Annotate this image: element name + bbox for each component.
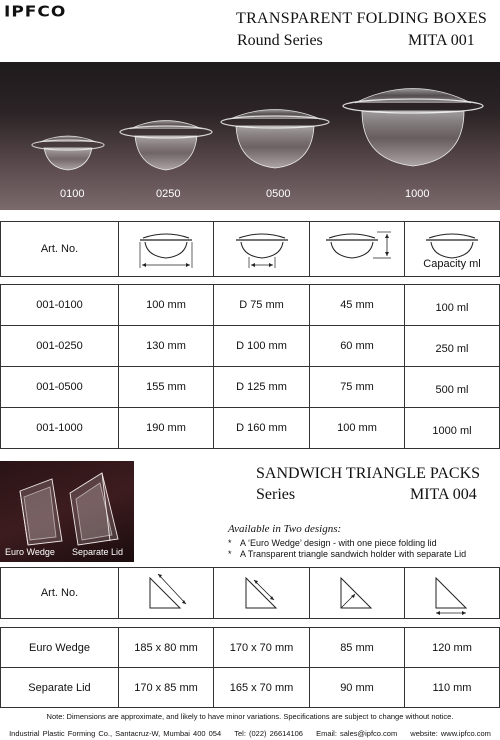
base-length: 110 mm <box>405 668 500 708</box>
bowl-0500 <box>221 110 329 169</box>
photo-label-euro-wedge: Euro Wedge <box>5 547 55 557</box>
top-width: 100 mm <box>119 285 214 326</box>
designs-heading: Available in Two designs: <box>228 523 342 535</box>
table-row <box>1 668 500 708</box>
inner-dimension: 170 x 70 mm <box>214 628 310 668</box>
series-name: Round Series <box>237 32 323 49</box>
website-link[interactable]: website: www.ipfco.com <box>410 729 491 738</box>
header-art-no: Art. No. <box>1 222 119 277</box>
bowl-label-0500: 0500 <box>266 188 291 200</box>
design-bullet <box>228 549 466 559</box>
top-width: 130 mm <box>119 326 214 367</box>
triangle-hypotenuse-icon <box>136 570 196 616</box>
art-number: Euro Wedge <box>1 628 119 668</box>
header-art-no: Art. No. <box>1 568 119 619</box>
email-address[interactable]: Email: sales@ipfco.com <box>316 729 398 738</box>
sandwich-packs-photo <box>0 461 134 562</box>
height: 100 mm <box>310 408 405 449</box>
capacity: 1000 ml <box>405 408 500 449</box>
bowl-0100 <box>32 136 104 170</box>
round-series-table <box>0 284 500 449</box>
height: 45 mm <box>310 285 405 326</box>
section-series: Series <box>256 486 296 503</box>
bowl-label-0250: 0250 <box>156 188 181 200</box>
art-number: 001-1000 <box>1 408 119 449</box>
art-number: Separate Lid <box>1 668 119 708</box>
bowl-1000 <box>343 89 483 167</box>
diagram-base-diameter <box>214 222 310 277</box>
disclaimer-note: Note: Dimensions are approximate, and likely to have minor variations. Specifications are subject to change without notice. <box>46 712 454 721</box>
diagram-top-width <box>119 222 214 277</box>
sandwich-table <box>0 627 500 708</box>
round-bowls-photo <box>0 62 500 210</box>
inner-dimension: 165 x 70 mm <box>214 668 310 708</box>
table-row <box>1 326 500 367</box>
photo-label-separate-lid: Separate Lid <box>72 547 124 557</box>
capacity: 250 ml <box>405 326 500 367</box>
base-diameter: D 160 mm <box>214 408 310 449</box>
height: 75 mm <box>310 367 405 408</box>
design-text: A ‘Euro Wedge’ design - with one piece folding lid <box>240 538 437 548</box>
section-code: MITA 004 <box>410 486 477 503</box>
design-text: A Transparent triangle sandwich holder with separate Lid <box>240 549 467 559</box>
top-width: 190 mm <box>119 408 214 449</box>
table-row <box>1 367 500 408</box>
capacity: 500 ml <box>405 367 500 408</box>
bowl-base-icon <box>227 226 297 272</box>
bullet-star: * <box>228 538 232 548</box>
base-length: 120 mm <box>405 628 500 668</box>
height: 60 mm <box>310 326 405 367</box>
diagram-height <box>310 222 405 277</box>
bullet-star: * <box>228 549 232 559</box>
sandwich-header-table <box>0 567 500 619</box>
table-row <box>1 285 500 326</box>
triangle-inner-icon <box>232 570 292 616</box>
company-logo: IPFCO <box>4 3 67 21</box>
capacity: 100 ml <box>405 285 500 326</box>
triangle-perpendicular-icon <box>327 570 387 616</box>
table-row <box>1 628 500 668</box>
bowl-height-icon <box>317 226 397 272</box>
diagram-base-length <box>405 568 500 619</box>
company-address: Industrial Plastic Forming Co., Santacruz-W, Mumbai 400 054 <box>9 729 222 738</box>
footer <box>0 729 500 738</box>
diagram-capacity <box>405 222 500 277</box>
bowl-capacity-icon <box>417 228 487 260</box>
section-title: SANDWICH TRIANGLE PACKS <box>256 465 481 482</box>
base-diameter: D 125 mm <box>214 367 310 408</box>
header-capacity: Capacity ml <box>423 258 481 270</box>
base-diameter: D 100 mm <box>214 326 310 367</box>
art-number: 001-0500 <box>1 367 119 408</box>
triangle-base-icon <box>422 570 482 616</box>
top-width: 155 mm <box>119 367 214 408</box>
design-bullet <box>228 538 437 548</box>
outer-dimension: 185 x 80 mm <box>119 628 214 668</box>
bowl-0250 <box>120 121 212 171</box>
diagram-hypotenuse-inner <box>214 568 310 619</box>
bowl-label-0100: 0100 <box>60 188 85 200</box>
diagram-hypotenuse-outer <box>119 568 214 619</box>
round-series-header-table <box>0 221 500 277</box>
diagram-perpendicular <box>310 568 405 619</box>
page-title: TRANSPARENT FOLDING BOXES <box>236 10 488 27</box>
art-number: 001-0100 <box>1 285 119 326</box>
series-code: MITA 001 <box>408 32 475 49</box>
bowl-label-1000: 1000 <box>405 188 430 200</box>
perpendicular: 90 mm <box>310 668 405 708</box>
table-row <box>1 408 500 449</box>
outer-dimension: 170 x 85 mm <box>119 668 214 708</box>
separate-lid-pack <box>70 473 118 545</box>
base-diameter: D 75 mm <box>214 285 310 326</box>
art-number: 001-0250 <box>1 326 119 367</box>
euro-wedge-pack <box>20 479 62 545</box>
phone-number: Tel: (022) 26614106 <box>234 729 303 738</box>
perpendicular: 85 mm <box>310 628 405 668</box>
bowl-width-icon <box>131 226 201 272</box>
